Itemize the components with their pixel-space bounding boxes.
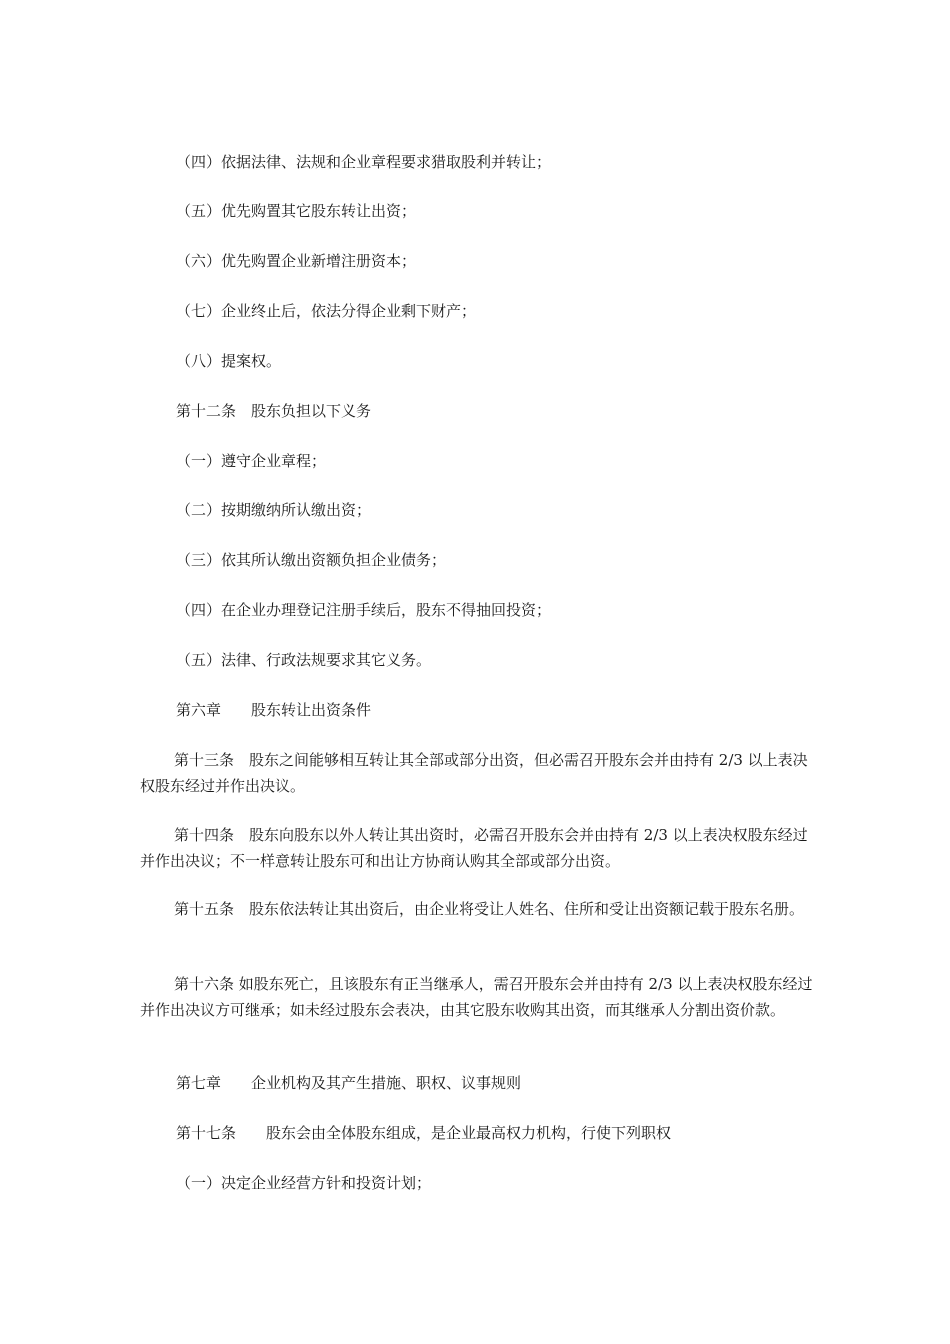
- paragraph: （一）遵守企业章程；: [176, 452, 327, 470]
- paragraph: （四）在企业办理登记注册手续后，股东不得抽回投资；: [176, 601, 552, 619]
- article-paragraph: 第十四条 股东向股东以外人转让其出资时，必需召开股东会并由持有 2/3 以上表决权股东经过并作出决议；不一样意转让股东可和出让方协商认购其全部或部分出资。: [140, 826, 808, 870]
- paragraph: （七）企业终止后，依法分得企业剩下财产；: [176, 302, 477, 320]
- paragraph: （六）优先购置企业新增注册资本；: [176, 252, 417, 270]
- article-heading: 第十二条 股东负担以下义务: [176, 402, 372, 420]
- paragraph: （五）法律、行政法规要求其它义务。: [176, 651, 432, 669]
- paragraph: （二）按期缴纳所认缴出资；: [176, 501, 372, 519]
- chapter-heading: 第六章 股东转让出资条件: [176, 701, 372, 719]
- article-paragraph: 第十五条 股东依法转让其出资后，由企业将受让人姓名、住所和受让出资额记载于股东名册。: [174, 900, 805, 918]
- paragraph: （三）依其所认缴出资额负担企业债务；: [176, 551, 447, 569]
- paragraph: （五）优先购置其它股东转让出资；: [176, 202, 417, 220]
- paragraph: （八）提案权。: [176, 352, 282, 370]
- article-paragraph: 第十三条 股东之间能够相互转让其全部或部分出资，但必需召开股东会并由持有 2/3 以上表决权股东经过并作出决议。: [140, 751, 808, 795]
- chapter-heading: 第七章 企业机构及其产生措施、职权、议事规则: [176, 1074, 522, 1092]
- article-heading: 第十七条 股东会由全体股东组成，是企业最高权力机构，行使下列职权: [176, 1124, 672, 1142]
- paragraph: （四）依据法律、法规和企业章程要求猎取股利并转让；: [176, 153, 552, 171]
- paragraph: （一）决定企业经营方针和投资计划；: [176, 1174, 432, 1192]
- article-paragraph: 第十六条 如股东死亡，且该股东有正当继承人，需召开股东会并由持有 2/3 以上表决权股东经过并作出决议方可继承；如未经过股东会表决，由其它股东收购其出资，而其继承人分割出资价款。: [140, 975, 813, 1019]
